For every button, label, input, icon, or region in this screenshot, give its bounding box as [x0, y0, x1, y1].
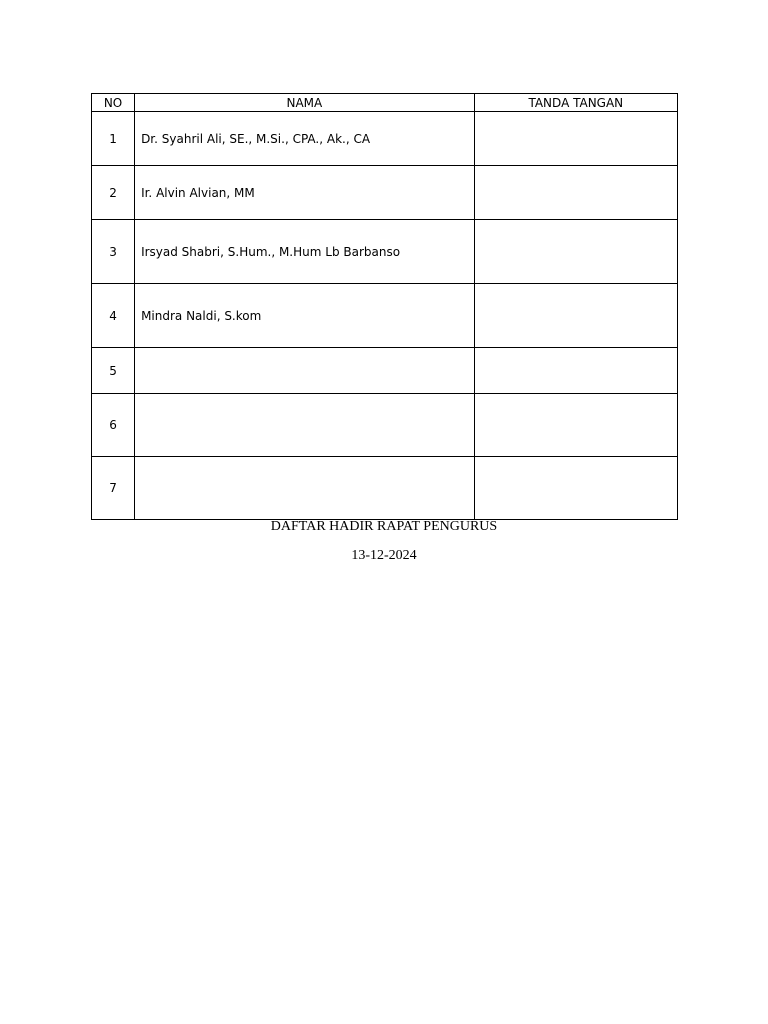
- signature-cell: [474, 348, 677, 394]
- row-number: 2: [92, 166, 135, 220]
- document-date: 13-12-2024: [351, 548, 417, 563]
- attendee-name: [135, 457, 475, 520]
- table-row: [92, 457, 678, 520]
- table-row: [92, 348, 678, 394]
- row-number: 7: [92, 457, 135, 520]
- row-number: 4: [92, 284, 135, 348]
- table-row: [92, 284, 678, 348]
- attendee-name: Irsyad Shabri, S.Hum., M.Hum Lb Barbanso: [135, 220, 475, 284]
- signature-cell: [474, 394, 677, 457]
- signature-cell: [474, 220, 677, 284]
- table-header-row: [92, 94, 678, 112]
- attendee-name: [135, 348, 475, 394]
- row-number: 3: [92, 220, 135, 284]
- attendee-name: Ir. Alvin Alvian, MM: [135, 166, 475, 220]
- row-number: 1: [92, 112, 135, 166]
- header-name: NAMA: [135, 94, 475, 112]
- table-row: [92, 166, 678, 220]
- document-title: DAFTAR HADIR RAPAT PENGURUS: [270, 519, 498, 534]
- attendee-name: Dr. Syahril Ali, SE., M.Si., CPA., Ak., CA: [135, 112, 475, 166]
- row-number: 6: [92, 394, 135, 457]
- signature-cell: [474, 166, 677, 220]
- signature-cell: [474, 457, 677, 520]
- header-signature: TANDA TANGAN: [474, 94, 677, 112]
- attendee-name: [135, 394, 475, 457]
- attendee-name: Mindra Naldi, S.kom: [135, 284, 475, 348]
- header-no: NO: [92, 94, 135, 112]
- table-row: [92, 220, 678, 284]
- signature-cell: [474, 284, 677, 348]
- table-row: [92, 112, 678, 166]
- attendance-table: [91, 93, 678, 520]
- signature-cell: [474, 112, 677, 166]
- row-number: 5: [92, 348, 135, 394]
- table-row: [92, 394, 678, 457]
